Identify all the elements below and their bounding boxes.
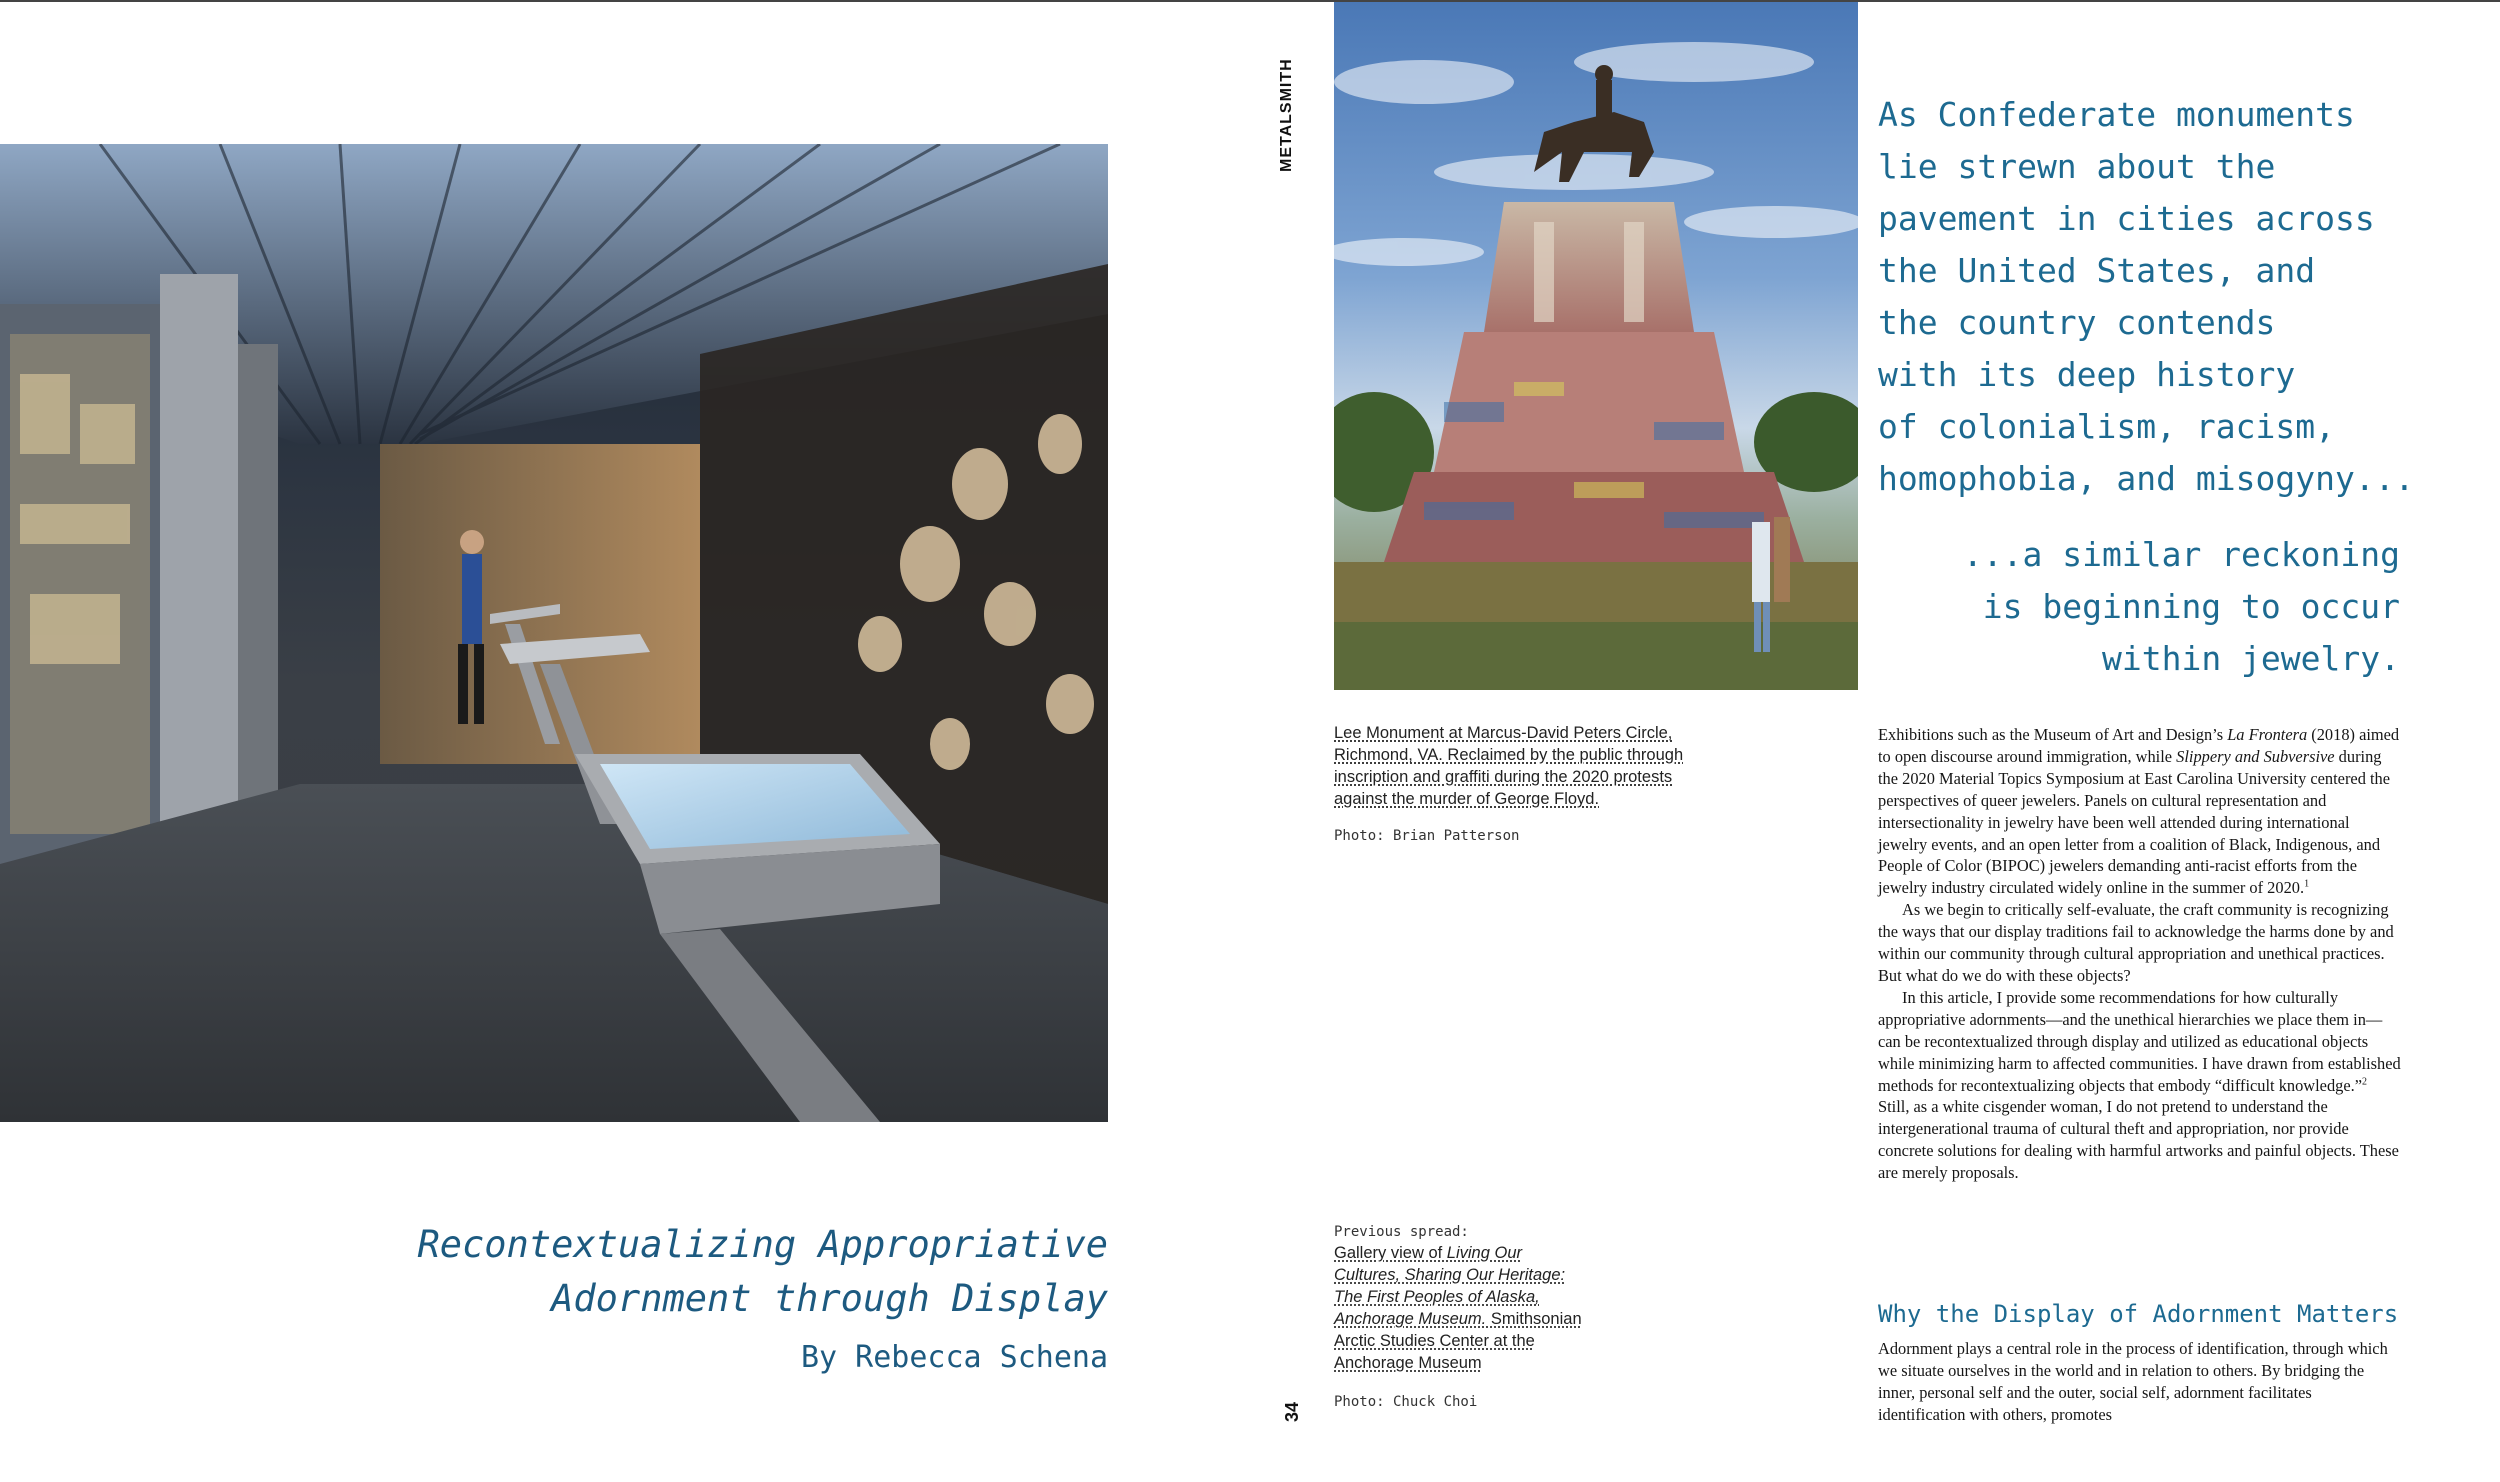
pull-quote-part2 [1900, 529, 2400, 685]
gallery-photo [0, 144, 1108, 1122]
previous-spread-label: Previous spread: [1334, 1224, 1469, 1240]
previous-spread-caption [1334, 1242, 1634, 1374]
monument-caption-line1: Lee Monument at Marcus-David Peters Circle, [1334, 724, 1673, 742]
prev-caption-line1: Gallery view of Living Our [1334, 1244, 1522, 1262]
article-title [380, 1218, 1108, 1326]
pull-quote-line: with its deep history [1878, 355, 2296, 394]
page-number: 34 [1282, 1401, 1302, 1422]
pull-quote-line: is beginning to occur [1982, 587, 2400, 626]
prev-caption-line6: Anchorage Museum [1334, 1354, 1482, 1372]
pull-quote-line: pavement in cities across [1878, 199, 2375, 238]
monument-illustration [1334, 2, 1858, 690]
pull-quote-line: ...a similar reckoning [1962, 535, 2400, 574]
pull-quote-line: lie strewn about the [1878, 147, 2276, 186]
body-paragraph-4: Adornment plays a central role in the process of identification, through which we situate ourselves in the world and in relation to others. By bridging the inner, personal self and the outer, social self, adornment facilitates identification with others, promotes [1878, 1339, 2388, 1424]
prev-caption-line5: Arctic Studies Center at the [1334, 1332, 1535, 1350]
article-title-block [380, 1218, 1108, 1378]
pull-quote-line: the United States, and [1878, 251, 2316, 290]
monument-caption-line2: Richmond, VA. Reclaimed by the public through [1334, 746, 1684, 764]
monument-photo-credit: Photo: Brian Patterson [1334, 828, 1520, 844]
article-body-continued [1878, 1338, 2402, 1426]
footnote-1: 1 [2304, 878, 2310, 890]
pull-quote-part1 [1878, 89, 2438, 505]
pull-quote-line: within jewelry. [2101, 639, 2400, 678]
article-body [1878, 724, 2402, 1184]
top-rule [0, 0, 2500, 2]
footnote-2: 2 [2362, 1076, 2367, 1088]
monument-photo [1334, 2, 1858, 690]
magazine-name: METALSMITH [1278, 58, 1295, 172]
article-title-line2: Adornment through Display [551, 1277, 1108, 1320]
gallery-illustration [0, 144, 1108, 1122]
monument-caption-line4: against the murder of George Floyd. [1334, 790, 1600, 808]
pull-quote-line: of colonialism, racism, [1878, 407, 2335, 446]
prev-caption-line3: The First Peoples of Alaska, [1334, 1288, 1540, 1306]
section-heading: Why the Display of Adornment Matters [1878, 1300, 2399, 1328]
body-paragraph-1: Exhibitions such as the Museum of Art and Design’s La Frontera (2018) aimed to open discourse around immigration, while Slippery and Subversive during the 2020 Material Topics Symposium at East Carolina University centered the perspectives of queer jewelers. Panels on cultural representation and intersectionality in jewelry have been well attended during international jewelry events, and an open letter from a coalition of Black, Indigenous, and People of Color (BIPOC) jewelers demanding anti-racist efforts from the jewelry industry circulated widely online in the summer of 2020.$^1$ [1878, 725, 2400, 898]
monument-caption-line3: inscription and graffiti during the 2020 protests [1334, 768, 1673, 786]
pull-quote-line: homophobia, and misogyny... [1878, 459, 2415, 498]
body-paragraph-2: As we begin to critically self-evaluate, the craft community is recognizing the ways that our display traditions fail to acknowledge the harms done by and within our community through cultural appropriation and unethical practices. But what do we do with these objects? [1878, 900, 2394, 985]
byline: By Rebecca Schena [800, 1340, 1108, 1375]
prev-caption-line2: Cultures, Sharing Our Heritage: [1334, 1266, 1566, 1284]
pull-quote-line: As Confederate monuments [1878, 95, 2355, 134]
previous-spread-credit: Photo: Chuck Choi [1334, 1394, 1478, 1410]
prev-caption-line4: Anchorage Museum. Smithsonian [1334, 1310, 1582, 1328]
body-paragraph-3: In this article, I provide some recommendations for how culturally appropriative adornments—and the unethical hierarchies we place them in—can be recontextualized through display and utilized as educational objects while minimizing harm to affected communities. I have drawn from established methods for recontextualizing objects that embody “difficult knowledge.”$^2$ Still, as a white cisgender woman, I do not pretend to understand the intergenerational trauma of cultural theft and appropriation, nor provide concrete solutions for dealing with harmful artworks and painful objects. These are merely proposals. [1878, 987, 2401, 1183]
article-title-line1: Recontextualizing Appropriative [417, 1223, 1108, 1266]
monument-caption [1334, 722, 1754, 810]
pull-quote-line: the country contends [1878, 303, 2276, 342]
